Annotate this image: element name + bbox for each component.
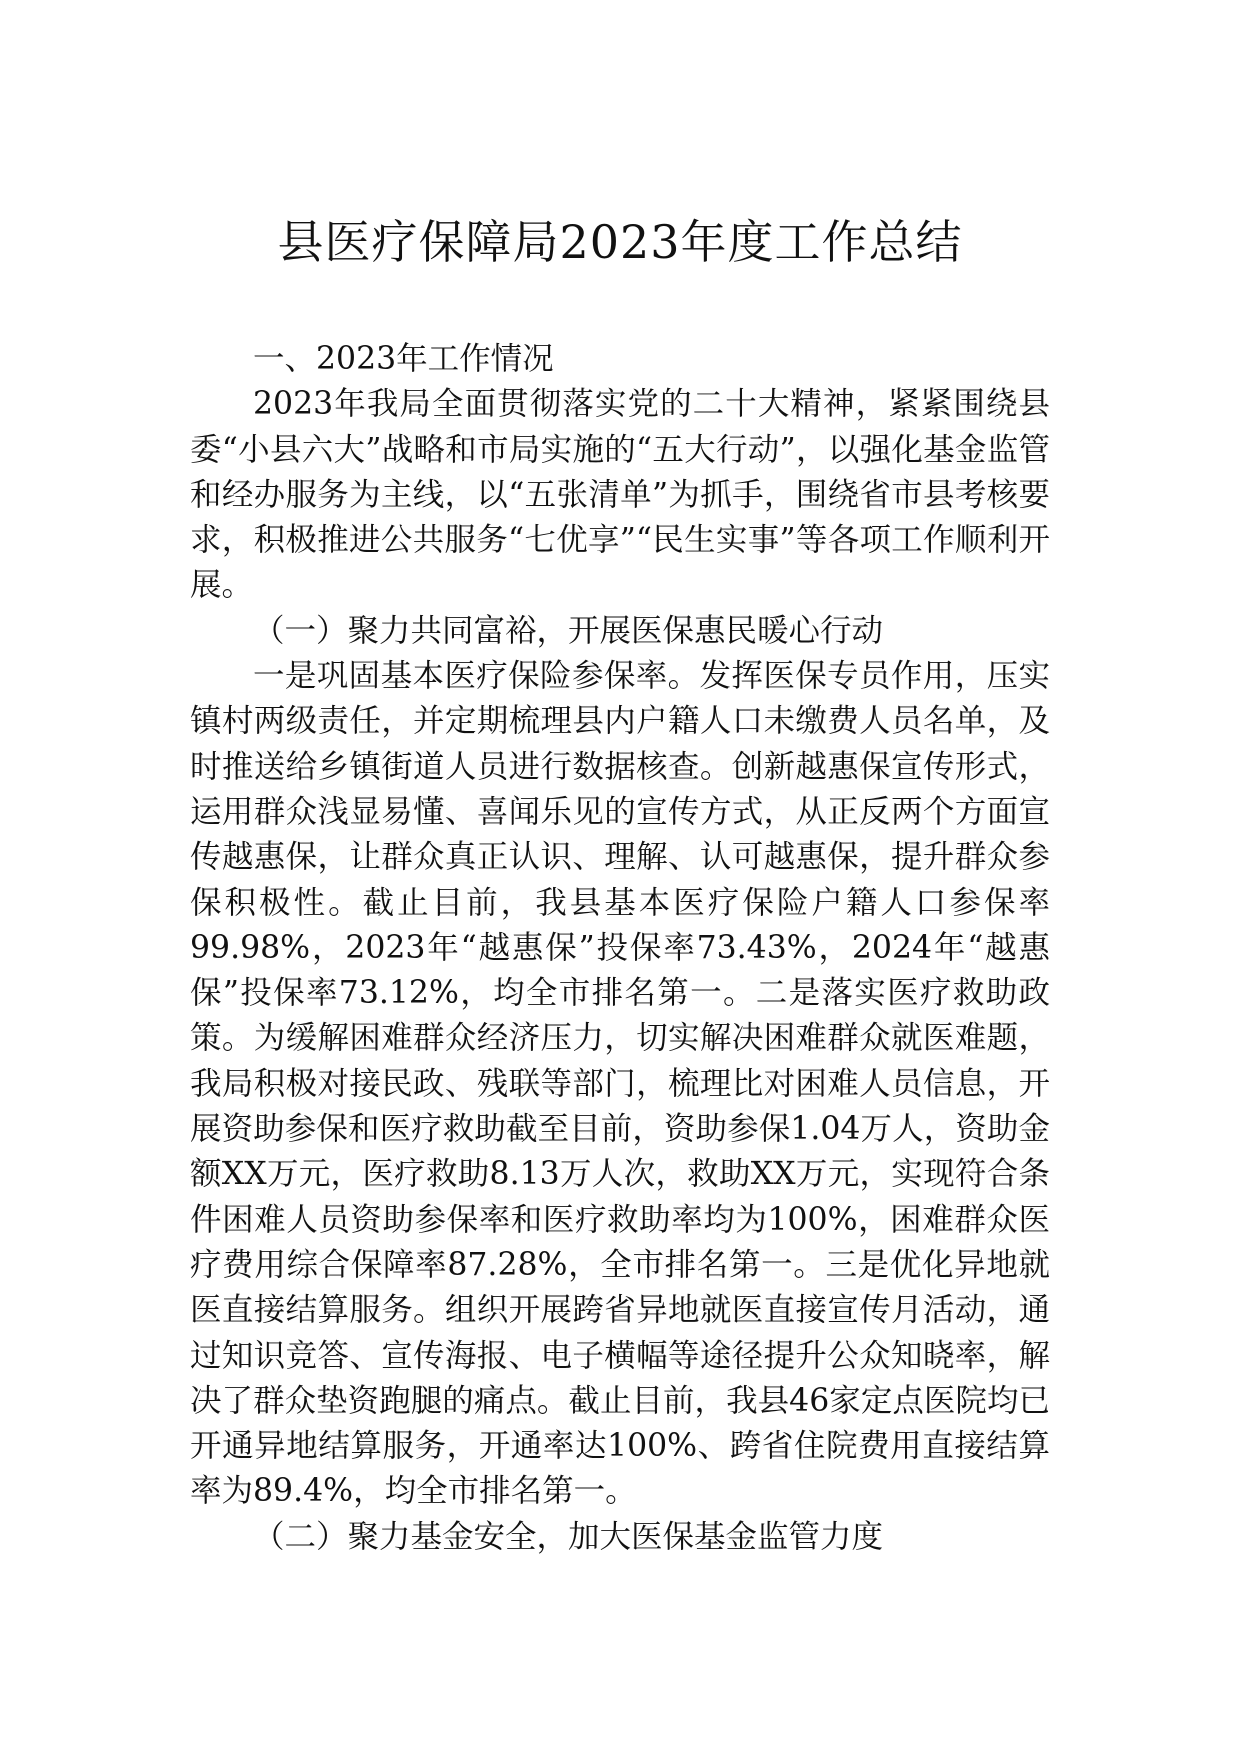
subsection-heading: （一）聚力共同富裕，开展医保惠民暖心行动 — [253, 612, 884, 649]
body-paragraph: 2023年我局全面贯彻落实党的二十大精神，紧紧围绕县委“小县六大”战略和市局实施的“五大行动”，以强化基金监管和经办服务为主线，以“五张清单”为抓手，围绕省市县考核要求，积极推进公共服务“七优享”“民生实事”等各项工作顺利开展。 — [190, 386, 1050, 604]
body-paragraph: 一是巩固基本医疗保险参保率。发挥医保专员作用，压实镇村两级责任，并定期梳理县内户籍人口未缴费人员名单，及时推送给乡镇街道人员进行数据核查。创新越惠保宣传形式，运用群众浅显易懂、喜闻乐见的宣传方式，从正反两个方面宣传越惠保，让群众真正认识、理解、认可越惠保，提升群众参保积极性。截止目前，我县基本医疗保险户籍人口参保率99.98%，2023年“越惠保”投保率73.43%，2024年“越惠保”投保率73.12%，均全市排名第一。二是落实医疗救助政策。为缓解困难群众经济压力，切实解决困难群众就医难题，我局积极对接民政、残联等部门，梳理比对困难人员信息，开展资助参保和医疗救助截至目前，资助参保1.04万人，资助金额XX万元，医疗救助8.13万人次，救助XX万元，实现符合条件困难人员资助参保率和医疗救助率均为100%，困难群众医疗费用综合保障率87.28%，全市排名第一。三是优化异地就医直接结算服务。组织开展跨省异地就医直接宣传月活动，通过知识竞答、宣传海报、电子横幅等途径提升公众知晓率，解决了群众垫资跑腿的痛点。截止目前，我县46家定点医院均已开通异地结算服务，开通率达100%、跨省住院费用直接结算率为89.4%，均全市排名第一。 — [190, 658, 1050, 1510]
subsection-heading: （二）聚力基金安全，加大医保基金监管力度 — [253, 1518, 884, 1555]
document-title: 县医疗保障局2023年度工作总结 — [277, 215, 963, 269]
document-body — [190, 337, 1050, 1560]
section-heading: 一、2023年工作情况 — [253, 341, 554, 377]
